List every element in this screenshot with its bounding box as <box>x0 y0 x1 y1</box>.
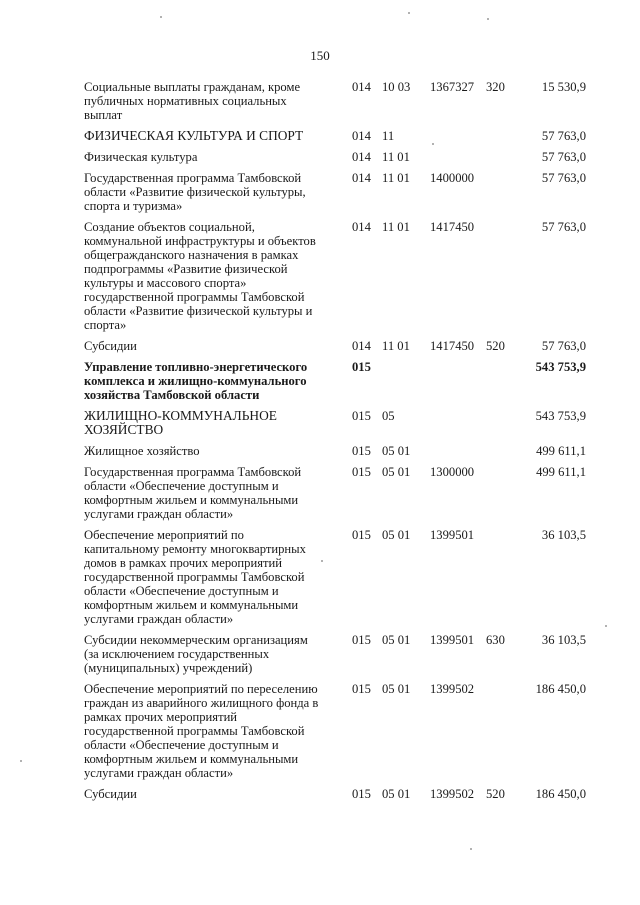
row-section-code: 05 01 <box>382 682 411 696</box>
scan-speck <box>470 848 472 850</box>
row-amount: 57 763,0 <box>541 339 586 353</box>
row-ved-code: 015 <box>352 409 371 423</box>
row-name: Управление топливно-энергетического комплекса и жилищно-коммунального хозяйства Тамбовской области <box>84 360 308 402</box>
row-amount: 499 611,1 <box>536 444 586 458</box>
row-amount: 499 611,1 <box>536 465 586 479</box>
row-ved-code: 015 <box>352 360 371 374</box>
row-amount: 543 753,9 <box>535 409 586 423</box>
row-amount: 15 530,9 <box>541 80 586 94</box>
table-row <box>84 633 586 675</box>
table-row <box>84 80 586 122</box>
row-expense-type-code: 520 <box>486 339 505 353</box>
row-expense-type-code: 520 <box>486 787 505 801</box>
row-ved-code: 014 <box>352 220 371 234</box>
row-name: Физическая культура <box>84 150 198 164</box>
row-amount: 186 450,0 <box>535 682 586 696</box>
table-row <box>84 360 586 402</box>
row-ved-code: 014 <box>352 171 371 185</box>
row-name: Субсидии <box>84 339 137 353</box>
row-target-code: 1417450 <box>430 339 475 353</box>
scan-speck <box>408 12 410 14</box>
table-row <box>84 150 586 164</box>
table-row <box>84 787 586 801</box>
row-amount: 36 103,5 <box>541 528 586 542</box>
row-amount: 57 763,0 <box>541 150 586 164</box>
row-name: Обеспечение мероприятий по капитальному ремонту многоквартирных домов в рамках прочих мероприятий государственной программы Тамбовской области «Обеспечение доступным и комфортным жильем и коммунальными услугами граждан области» <box>84 528 306 626</box>
row-amount: 36 103,5 <box>541 633 586 647</box>
table-row <box>84 129 586 143</box>
row-ved-code: 014 <box>352 80 371 94</box>
row-target-code: 1399501 <box>430 528 475 542</box>
row-target-code: 1300000 <box>430 465 475 479</box>
row-name: Создание объектов социальной, коммунальной инфраструктуры и объектов общегражданского назначения в рамках подпрограммы «Развитие физической культуры и массового спорта» государственной программы Тамбовской области «Развитие физической культуры и спорта» <box>84 220 316 332</box>
row-target-code: 1400000 <box>430 171 475 185</box>
table-row <box>84 465 586 521</box>
scan-speck <box>160 16 162 18</box>
row-ved-code: 014 <box>352 129 371 143</box>
row-expense-type-code: 630 <box>486 633 505 647</box>
row-section-code: 11 01 <box>382 339 410 353</box>
row-ved-code: 015 <box>352 787 371 801</box>
budget-table <box>84 80 586 808</box>
row-name: Обеспечение мероприятий по переселению граждан из аварийного жилищного фонда в рамках прочих мероприятий государственной программы Тамбовской области «Обеспечение доступным и комфортным жильем и коммунальными услугами граждан области» <box>84 682 319 780</box>
table-row <box>84 339 586 353</box>
table-row <box>84 220 586 332</box>
scan-speck <box>487 18 489 20</box>
row-section-code: 05 01 <box>382 465 411 479</box>
row-section-code: 05 01 <box>382 444 411 458</box>
row-amount: 57 763,0 <box>541 129 586 143</box>
row-ved-code: 015 <box>352 633 371 647</box>
page-number: 150 <box>310 48 330 63</box>
scan-speck <box>432 143 434 145</box>
row-name: Социальные выплаты гражданам, кроме публичных нормативных социальных выплат <box>84 80 301 122</box>
scan-speck <box>605 625 607 627</box>
row-name: Государственная программа Тамбовской области «Обеспечение доступным и комфортным жильем и коммунальными услугами граждан области» <box>84 465 302 521</box>
row-ved-code: 015 <box>352 465 371 479</box>
row-section-code: 05 01 <box>382 528 411 542</box>
row-target-code: 1399502 <box>430 787 475 801</box>
row-name: ЖИЛИЩНО-КОММУНАЛЬНОЕ ХОЗЯЙСТВО <box>84 408 277 437</box>
row-section-code: 11 01 <box>382 220 410 234</box>
table-row <box>84 409 586 437</box>
row-section-code: 05 <box>382 409 395 423</box>
row-amount: 543 753,9 <box>535 360 586 374</box>
row-name: Субсидии <box>84 787 137 801</box>
row-ved-code: 015 <box>352 528 371 542</box>
row-target-code: 1399501 <box>430 633 475 647</box>
row-section-code: 11 01 <box>382 171 410 185</box>
row-ved-code: 014 <box>352 150 371 164</box>
scan-speck <box>321 560 323 562</box>
scan-speck <box>20 760 22 762</box>
row-target-code: 1399502 <box>430 682 475 696</box>
row-section-code: 11 <box>382 129 395 143</box>
row-amount: 57 763,0 <box>541 171 586 185</box>
table-row <box>84 682 586 780</box>
row-section-code: 10 03 <box>382 80 411 94</box>
row-amount: 186 450,0 <box>535 787 586 801</box>
row-ved-code: 015 <box>352 444 371 458</box>
row-ved-code: 014 <box>352 339 371 353</box>
row-target-code: 1367327 <box>430 80 475 94</box>
row-amount: 57 763,0 <box>541 220 586 234</box>
row-name: Жилищное хозяйство <box>84 444 200 458</box>
row-section-code: 05 01 <box>382 633 411 647</box>
row-expense-type-code: 320 <box>486 80 505 94</box>
row-target-code: 1417450 <box>430 220 475 234</box>
table-row <box>84 528 586 626</box>
row-name: ФИЗИЧЕСКАЯ КУЛЬТУРА И СПОРТ <box>84 128 304 143</box>
table-row <box>84 171 586 213</box>
row-section-code: 05 01 <box>382 787 411 801</box>
row-section-code: 11 01 <box>382 150 410 164</box>
row-ved-code: 015 <box>352 682 371 696</box>
row-name: Государственная программа Тамбовской области «Развитие физической культуры, спорта и туризма» <box>84 171 306 213</box>
table-row <box>84 444 586 458</box>
row-name: Субсидии некоммерческим организациям (за исключением государственных (муниципальных) учреждений) <box>84 633 308 675</box>
